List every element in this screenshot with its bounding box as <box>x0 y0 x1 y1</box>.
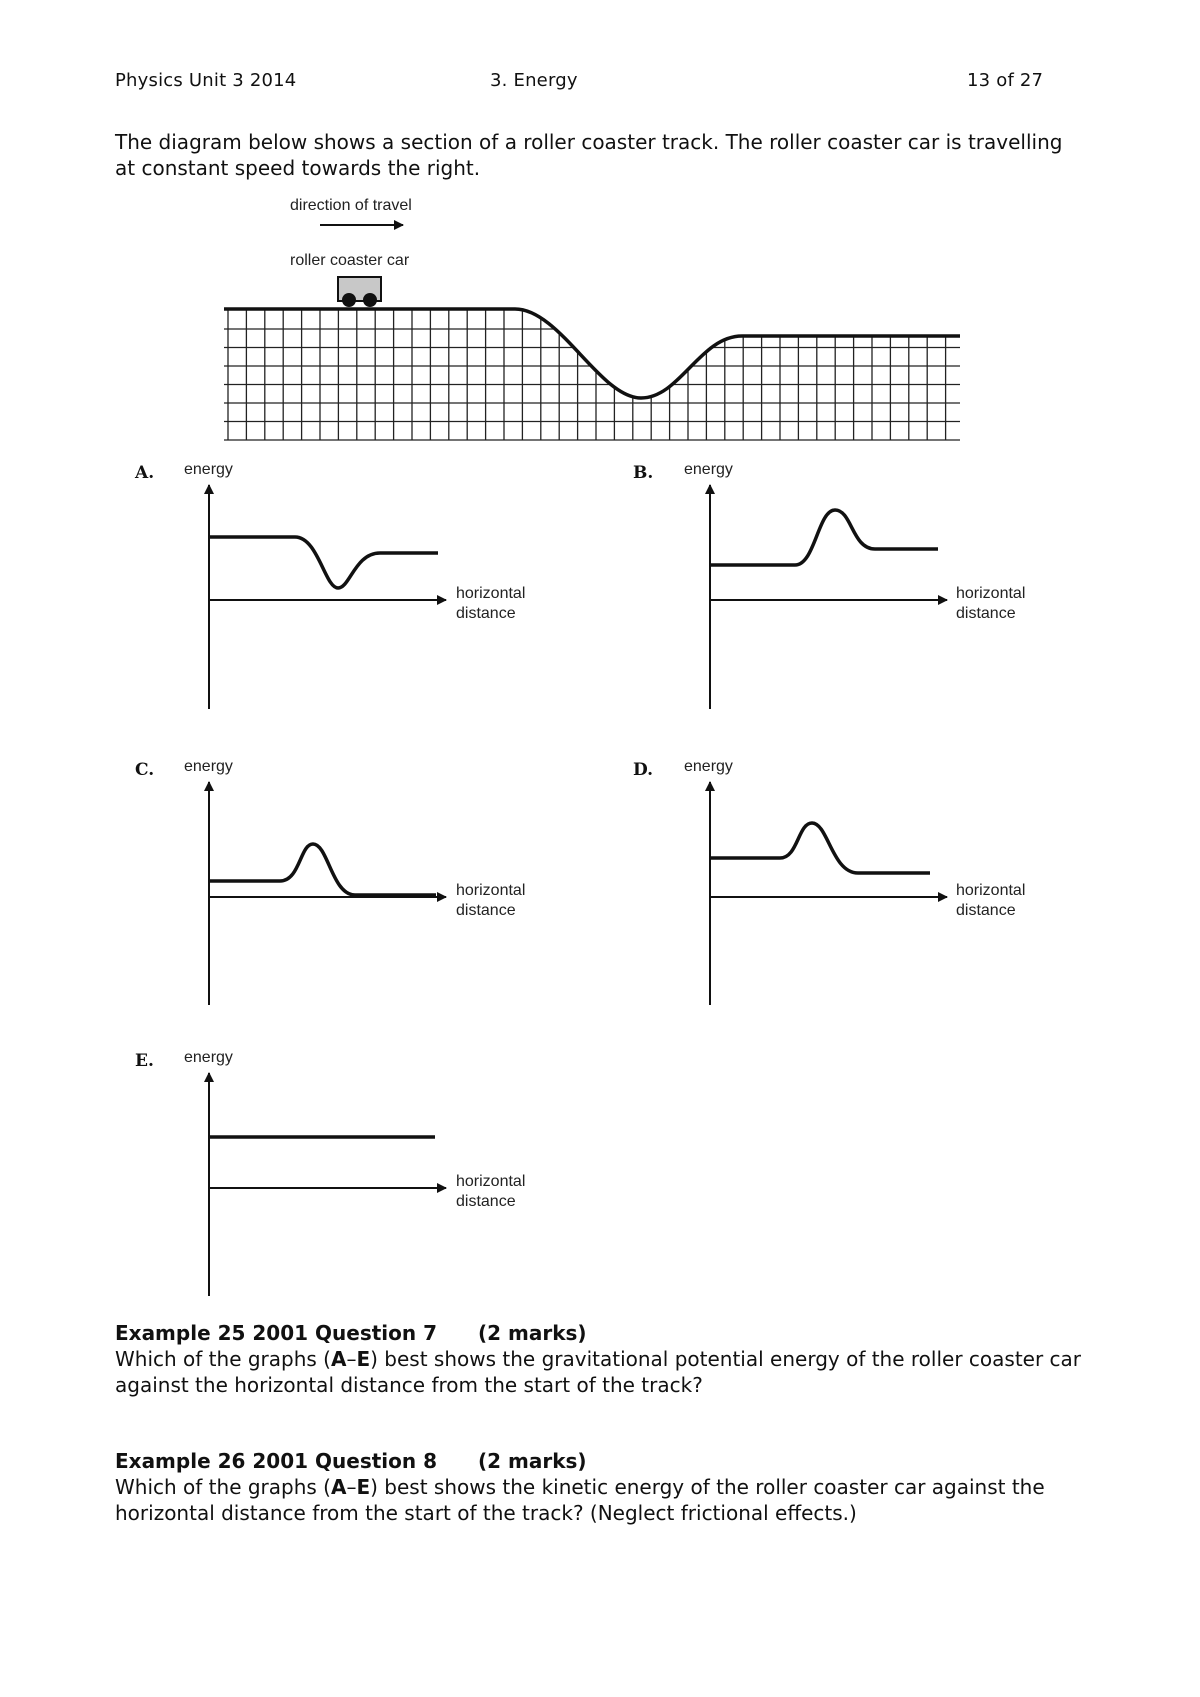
graph-e-x-label-2: distance <box>456 1193 516 1210</box>
question-25-title: Example 25 2001 Question 7 <box>115 1321 438 1345</box>
graph-c <box>135 758 525 1005</box>
graph-a-letter: A. <box>135 463 155 483</box>
header-right: 13 of 27 <box>967 70 1044 91</box>
graph-b <box>633 461 1025 709</box>
graph-b-letter: B. <box>633 463 654 483</box>
graph-a <box>134 461 525 709</box>
graph-d <box>633 758 1025 1005</box>
graph-e-y-label: energy <box>184 1049 233 1066</box>
roller-coaster-diagram <box>224 197 960 440</box>
intro-text: The diagram below shows a section of a roller coaster track. The roller coaster car is travelling at constant speed towards the right. <box>115 130 1063 180</box>
graph-e-x-label-1: horizontal <box>456 1173 526 1190</box>
question-26 <box>115 1448 1115 1526</box>
question-26-title: Example 26 2001 Question 8 <box>115 1449 438 1473</box>
graph-c-x-label-2: distance <box>456 902 516 919</box>
graph-c-x-label-1: horizontal <box>456 882 526 899</box>
header-left: Physics Unit 3 2014 <box>115 70 297 91</box>
direction-label: direction of travel <box>290 197 412 214</box>
graph-e-letter: E. <box>135 1051 154 1071</box>
graph-a-x-label-1: horizontal <box>456 585 526 602</box>
graph-d-curve <box>710 823 930 873</box>
graph-d-x-label-1: horizontal <box>956 882 1026 899</box>
question-26-marks: (2 marks) <box>478 1449 587 1473</box>
question-25 <box>115 1320 1115 1398</box>
question-25-marks: (2 marks) <box>478 1321 587 1345</box>
graph-a-x-label-2: distance <box>456 605 516 622</box>
graph-b-y-label: energy <box>684 461 733 478</box>
car-label: roller coaster car <box>290 252 410 269</box>
graph-d-y-label: energy <box>684 758 733 775</box>
grid-mask <box>224 300 960 398</box>
question-25-text: Which of the graphs (A–E) best shows the gravitational potential energy of the roller coaster car against the horizontal distance from the start of the track? <box>115 1347 1082 1397</box>
graph-c-curve <box>209 844 436 895</box>
graph-c-letter: C. <box>135 760 155 780</box>
graph-c-y-label: energy <box>184 758 233 775</box>
graph-b-x-label-1: horizontal <box>956 585 1026 602</box>
question-26-text: Which of the graphs (A–E) best shows the kinetic energy of the roller coaster car against the horizontal distance from the start of the track? (Neglect frictional effects.) <box>115 1475 1045 1525</box>
graph-b-curve <box>710 510 938 565</box>
graph-e <box>135 1049 525 1296</box>
graph-d-x-label-2: distance <box>956 902 1016 919</box>
graph-b-x-label-2: distance <box>956 605 1016 622</box>
graph-a-y-label: energy <box>184 461 233 478</box>
graph-a-curve <box>209 537 438 588</box>
graph-d-letter: D. <box>633 760 654 780</box>
header-center: 3. Energy <box>490 70 578 91</box>
track-grid <box>224 300 960 440</box>
